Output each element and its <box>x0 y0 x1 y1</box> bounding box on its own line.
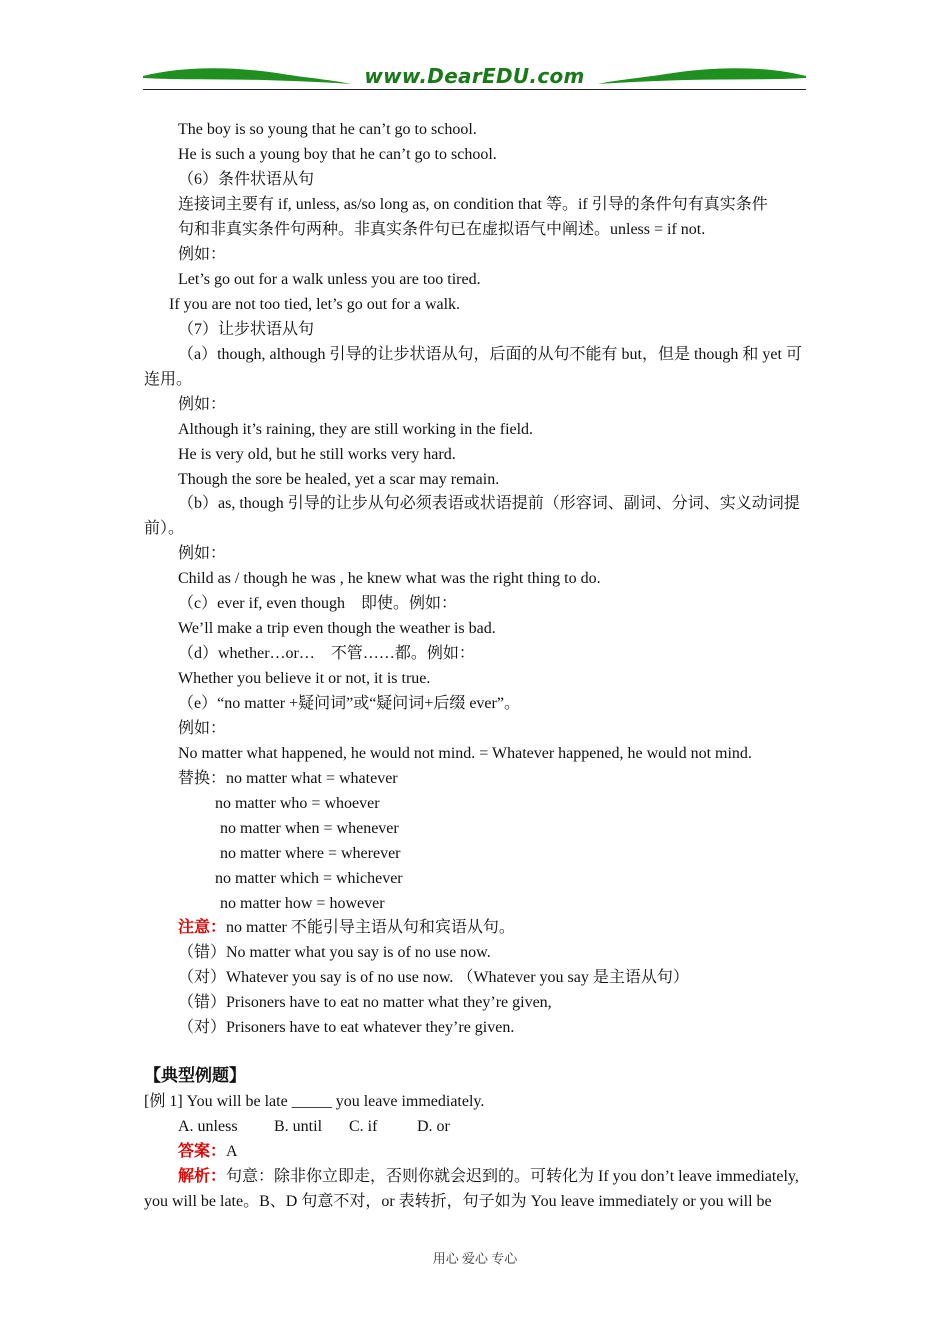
substitution-line: no matter where = wherever <box>220 845 401 862</box>
text-line: We’ll make a trip even though the weather is bad. <box>178 620 496 637</box>
option-a: A. unless <box>178 1118 238 1135</box>
analysis-continued: you will be late。B、D 句意不对，or 表转折，句子如为 You leave immediately or you will be <box>144 1193 772 1210</box>
text-line: （c）ever if, even though 即使。例如： <box>178 595 458 612</box>
option-b: B. until <box>274 1118 323 1135</box>
text-line: 例如： <box>178 545 227 562</box>
right-swoosh-graphic <box>596 66 806 88</box>
note-text: no matter 不能引导主语从句和宾语从句。 <box>226 919 515 936</box>
text-line: 连用。 <box>144 371 193 388</box>
text-line: （b）as, though 引导的让步从句必须表语或状语提前（形容词、副词、分词、实义动词提 <box>178 495 800 512</box>
text-line: He is very old, but he still works very hard. <box>178 446 456 463</box>
text-line: 例如： <box>178 246 227 263</box>
analysis-line <box>178 1165 799 1189</box>
substitution-line: no matter how = however <box>220 895 385 912</box>
text-line: 例如： <box>178 396 227 413</box>
answer-label: 答案： <box>178 1143 227 1160</box>
note-line <box>178 916 515 940</box>
answer-line <box>178 1140 238 1164</box>
subheading-condition-clause: （6）条件状语从句 <box>178 171 315 188</box>
note-label: 注意： <box>178 919 227 936</box>
example-line: （错）Prisoners have to eat no matter what they’re given, <box>178 994 552 1011</box>
option-c: C. if <box>349 1118 378 1135</box>
page-footer: 用心 爱心 专心 <box>432 1251 518 1266</box>
text-line: Whether you believe it or not, it is true. <box>178 670 431 687</box>
text-line: （a）though, although 引导的让步状语从句，后面的从句不能有 but，但是 though 和 yet 可 <box>178 346 802 363</box>
analysis-text: 句意：除非你立即走，否则你就会迟到的。可转化为 If you don’t leave immediately, <box>226 1168 799 1185</box>
substitution-line: 替换：no matter what = whatever <box>178 770 398 787</box>
substitution-line: no matter when = whenever <box>220 820 399 837</box>
text-line: If you are not too tied, let’s go out for a walk. <box>169 296 461 313</box>
answer-value: A <box>226 1143 238 1160</box>
option-d: D. or <box>417 1118 450 1135</box>
text-line: 前）。 <box>144 520 185 537</box>
example-line: （错）No matter what you say is of no use now. <box>178 944 491 961</box>
text-line: 句和非真实条件句两种。非真实条件句已在虚拟语气中阐述。unless = if not. <box>178 221 706 238</box>
header-rule <box>143 89 806 90</box>
analysis-label: 解析： <box>178 1168 227 1185</box>
text-line: Child as / though he was , he knew what was the right thing to do. <box>178 570 601 587</box>
text-line: Although it’s raining, they are still working in the field. <box>178 421 534 438</box>
question-text: [例 1] You will be late _____ you leave immediately. <box>144 1093 485 1110</box>
text-line: （e）“no matter +疑问词”或“疑问词+后缀 ever”。 <box>178 695 520 712</box>
text-line: 例如： <box>178 720 227 737</box>
text-line: Though the sore be healed, yet a scar may remain. <box>178 471 500 488</box>
text-line: 连接词主要有 if, unless, as/so long as, on condition that 等。if 引导的条件句有真实条件 <box>178 196 768 213</box>
subheading-concession-clause: （7）让步状语从句 <box>178 321 315 338</box>
text-line: The boy is so young that he can’t go to school. <box>178 121 477 138</box>
text-line: Let’s go out for a walk unless you are too tired. <box>178 271 481 288</box>
substitution-line: no matter which = whichever <box>215 870 403 887</box>
example-line: （对）Whatever you say is of no use now. （Whatever you say 是主语从句） <box>178 969 689 986</box>
substitution-line: no matter who = whoever <box>215 795 380 812</box>
site-logo[interactable]: www.DearEDU.com <box>364 64 585 88</box>
example-line: （对）Prisoners have to eat whatever they’re given. <box>178 1019 515 1036</box>
text-line: He is such a young boy that he can’t go to school. <box>178 146 497 163</box>
text-line: （d）whether…or… 不管……都。例如： <box>178 645 475 662</box>
text-line: No matter what happened, he would not mind. = Whatever happened, he would not mind. <box>178 745 752 762</box>
page-header <box>143 62 806 92</box>
section-title: 【典型例题】 <box>144 1066 246 1086</box>
